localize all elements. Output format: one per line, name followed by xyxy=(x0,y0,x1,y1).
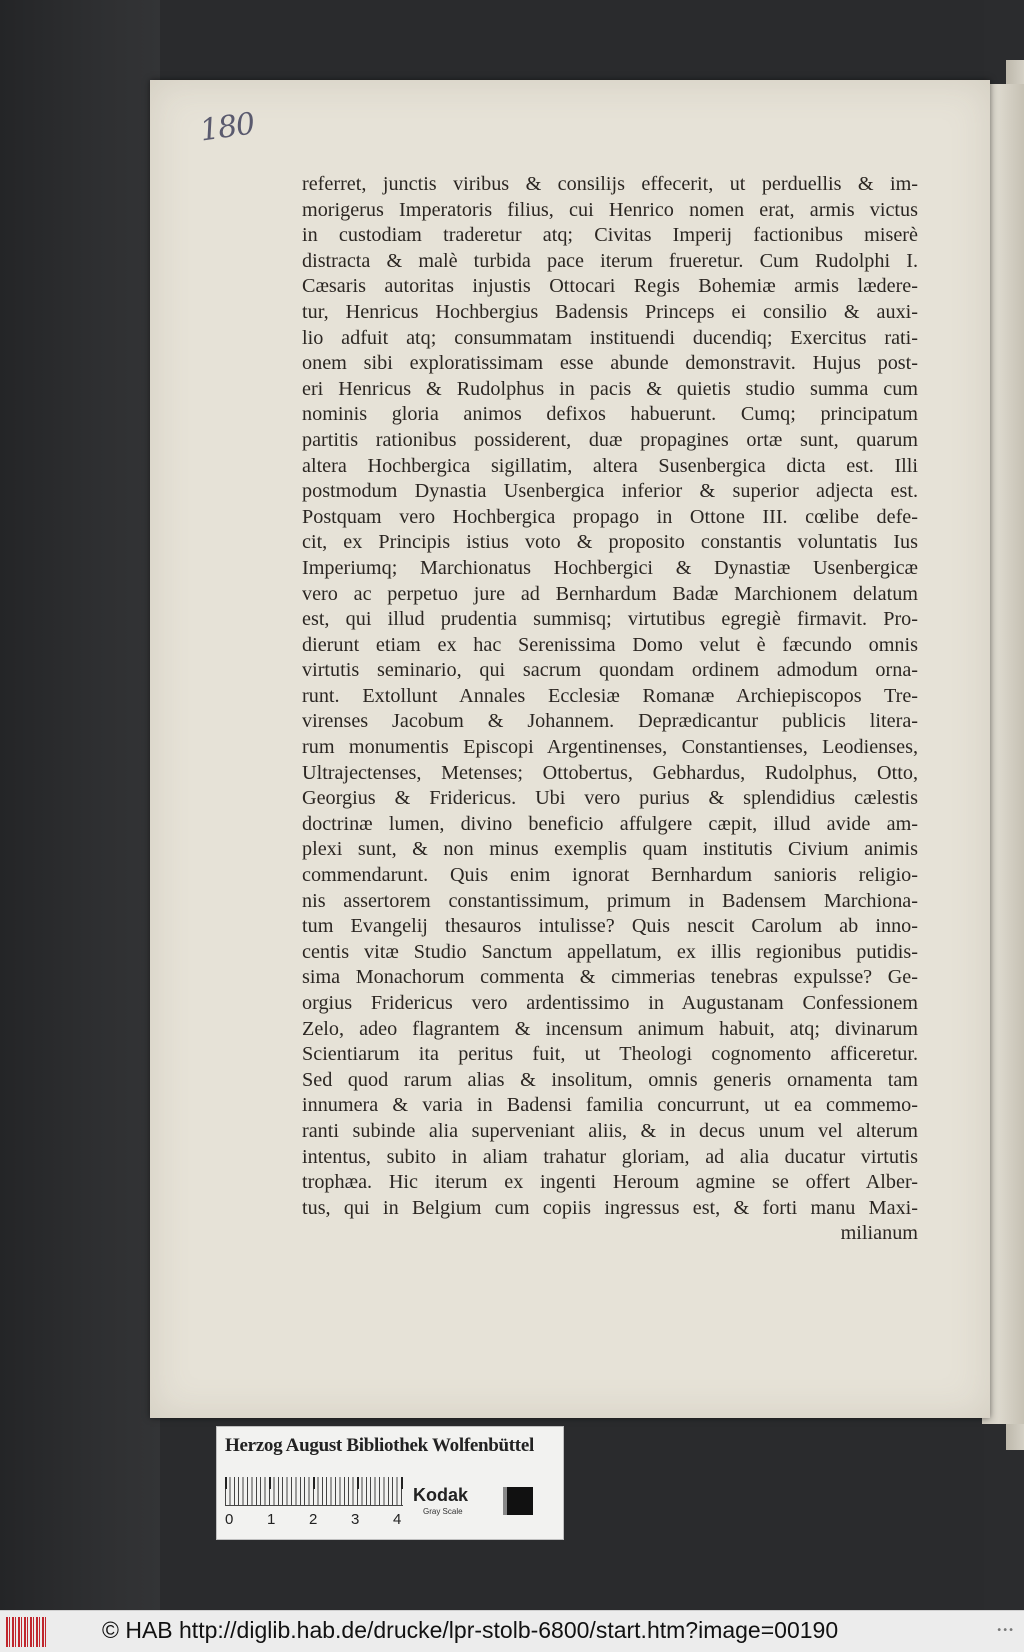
text-line: nis assertorem constantissimum, primum in Badensem Marchiona- xyxy=(302,889,918,912)
text-line: lio adfuit atq; consummatam instituendi ducendiq; Exercitus rati- xyxy=(302,326,918,349)
text-line: morigerus Imperatoris filius, cui Henrico nomen erat, armis victus xyxy=(302,198,918,221)
text-line: referret, junctis viribus & consilijs effecerit, ut perduellis & im- xyxy=(302,173,918,195)
text-line: innumera & varia in Badensi familia concurrunt, ut ea commemo- xyxy=(302,1094,918,1117)
page-text-block xyxy=(302,172,918,1247)
text-line: est, qui illud prudentia summisq; virtutibus egregiè firmavit. Pro- xyxy=(302,608,918,631)
text-line: centis vitæ Studio Sanctum appellatum, ex illis regionibus putidis- xyxy=(302,940,918,963)
text-line: cit, ex Principis istius voto & proposito constantis voluntatis Ius xyxy=(302,531,918,554)
kodak-logo: Kodak xyxy=(413,1485,469,1505)
text-line: Cæsaris autoritas injustis Ottocari Regis Bohemiæ armis lædere- xyxy=(302,275,918,298)
ruler-number: 0 xyxy=(225,1511,234,1528)
text-line: Georgius & Fridericus. Ubi vero purius & splendidius cælestis xyxy=(302,787,918,810)
gray-patch xyxy=(503,1487,533,1515)
text-line: virtutis seminario, qui sacrum quondam ordinem admodum orna- xyxy=(302,659,918,682)
text-line: tum Evangelij thesauros intulisse? Quis nescit Carolum ab inno- xyxy=(302,915,918,938)
ruler-number: 2 xyxy=(309,1511,318,1528)
text-line: Ultrajectenses, Metenses; Ottobertus, Gebhardus, Rudolphus, Otto, xyxy=(302,761,918,784)
text-line: dierunt etiam ex hac Serenissima Domo velut è fæcundo omnis xyxy=(302,633,918,656)
scale-title: Herzog August Bibliothek Wolfenbüttel xyxy=(225,1435,534,1456)
footer-url-text[interactable]: © HAB http://diglib.hab.de/drucke/lpr-stolb-6800/start.htm?image=00190 xyxy=(102,1617,839,1643)
text-line: intentus, subito in aliam trahatur gloriam, ad alia ducatur virtutis xyxy=(302,1145,918,1168)
scan-background-left xyxy=(0,0,160,1610)
text-line: postmodum Dynastia Usenbergica inferior & superior adjecta est. xyxy=(302,480,918,503)
text-line: partitis rationibus possiderent, duæ propagines ortæ sunt, quarum xyxy=(302,428,918,451)
text-line: milianum xyxy=(840,1222,918,1245)
text-line: eri Henricus & Rudolphus in pacis & quietis studio summa cum xyxy=(302,377,918,400)
ruler-number: 1 xyxy=(267,1511,276,1528)
text-line: nominis gloria animos defixos habuerunt. Cumq; principatum xyxy=(302,403,918,426)
text-line: tus, qui in Belgium cum copiis ingressus est, & forti manu Maxi- xyxy=(302,1196,918,1219)
text-line: Postquam vero Hochbergica propago in Ottone III. cœlibe defe- xyxy=(302,505,918,528)
text-line: Zelo, adeo flagrantem & incensum animum habuit, atq; divinarum xyxy=(302,1017,918,1040)
text-line: orgius Fridericus vero ardentissimo in Augustanam Confessionem xyxy=(302,992,918,1014)
text-line: vero ac perpetuo jure ad Bernhardum Badæ Marchionem delatum xyxy=(302,582,918,605)
text-line: virenses Jacobum & Johannem. Deprædicantur publicis litera- xyxy=(302,710,918,733)
ruler-number: 3 xyxy=(351,1511,360,1528)
footer-bar xyxy=(0,1610,1024,1652)
text-line: doctrinæ lumen, divino beneficio affulgere cæpit, illud avide am- xyxy=(302,812,918,835)
text-line: runt. Extollunt Annales Ecclesiæ Romanæ Archiepiscopos Tre- xyxy=(302,684,918,707)
text-line: commendarunt. Quis enim ignorat Bernhardum sanioris religio- xyxy=(302,864,918,887)
text-line: distracta & malè turbida pace iterum frueretur. Cum Rudolphi I. xyxy=(302,249,918,272)
text-line: altera Hochbergica sigillatim, altera Susenbergica dicta est. Illi xyxy=(302,454,918,477)
text-line: rum monumentis Episcopi Argentinenses, Constantienses, Leodienses, xyxy=(302,736,918,759)
ruler-ticks xyxy=(225,1477,403,1506)
text-line: plexi sunt, & non minus exemplis quam institutis Civium animis xyxy=(302,838,918,861)
text-line: ranti subinde alia superveniant aliis, & in decus unum vel alterum xyxy=(302,1119,918,1142)
text-line: sima Monachorum commenta & cimmerias tenebras expulsse? Ge- xyxy=(302,966,918,989)
hab-logo-icon xyxy=(6,1617,48,1647)
text-line: Imperiumq; Marchionatus Hochbergici & Dynastiæ Usenbergicæ xyxy=(302,556,918,579)
text-line: in custodiam traderetur atq; Civitas Imperij factionibus miserè xyxy=(302,224,918,247)
text-line: Scientiarum ita peritus fuit, ut Theologi cognomento afficeretur. xyxy=(302,1043,918,1066)
text-line: trophæa. Hic iterum ex ingenti Heroum agmine se offert Alber- xyxy=(302,1171,918,1194)
text-line: tur, Henricus Hochbergius Badensis Princeps ei consilio & auxi- xyxy=(302,300,918,323)
ruler-number: 4 xyxy=(393,1511,402,1528)
folio-number: 180 xyxy=(197,106,257,149)
text-line: Sed quod rarum alias & insolitum, omnis generis ornamenta tam xyxy=(302,1068,918,1091)
color-scale-card xyxy=(216,1426,564,1540)
gray-scale-label: Gray Scale xyxy=(423,1507,463,1516)
text-line: onem sibi exploratissimam esse abunde demonstravit. Hujus post- xyxy=(302,352,918,375)
footer-dots: ••• xyxy=(996,1625,1014,1636)
